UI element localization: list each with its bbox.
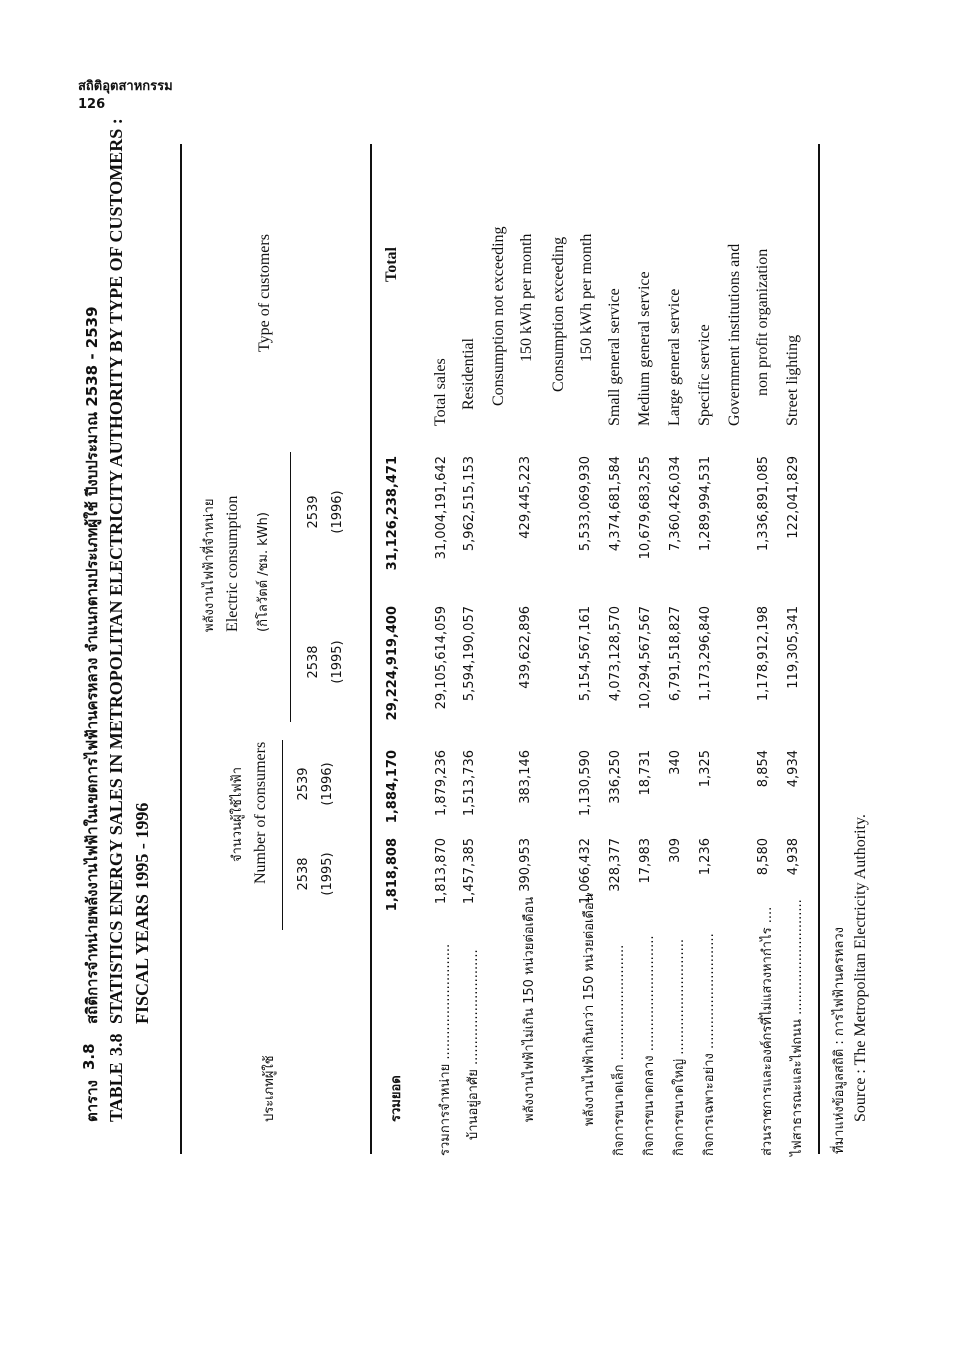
header-consumption-unit: (กิโลวัตต์ /ชม. kWh): [256, 512, 271, 632]
row-label-en: Small general service: [606, 288, 623, 426]
row-e1995: 5,594,190,057: [462, 606, 477, 702]
total-th: รวมยอด: [389, 1075, 404, 1122]
row-c1995: 8,580: [756, 838, 771, 876]
title-en-text: STATISTICS ENERGY SALES IN METROPOLITAN ELECTRICITY AUTHORITY BY TYPE OF CUSTOMERS :: [106, 118, 126, 1024]
row-c1996: 1,513,736: [462, 750, 477, 817]
header-consumption-en: Electric consumption: [224, 495, 241, 632]
header-c1995-ad: (1995): [320, 852, 335, 896]
row-label-en: Street lighting: [784, 334, 801, 426]
section-title: สถิติอุตสาหกรรม: [78, 79, 173, 94]
row-label-th: บ้านอยู่อาศัย ............................: [466, 949, 481, 1140]
title-en-label: TABLE: [106, 1062, 126, 1122]
row-e1996: 4,374,681,584: [608, 456, 623, 552]
row-label-th: ส่วนราชการและองค์กรที่ไม่แสวงหากำไร ....: [760, 906, 775, 1156]
row-e1996: 10,679,683,255: [638, 456, 653, 560]
header-c1996-th: 2539: [296, 767, 311, 801]
consumption-subrule: [290, 452, 291, 722]
total-en: Total: [383, 247, 400, 282]
row-e1995: 439,622,896: [518, 606, 533, 689]
row-label-en-2: non profit organization: [754, 248, 771, 396]
row-c1995: 1,066,432: [578, 838, 593, 905]
row-label-th: พลังงานไฟฟ้าเกินกว่า 150 หน่วยต่อเดือน: [582, 893, 597, 1126]
row-e1995: 6,791,518,827: [668, 606, 683, 702]
source-th: ที่มาแห่งข้อมูลสถิติ : การไฟฟ้านครหลวง: [832, 926, 847, 1154]
header-rule: [370, 144, 372, 1154]
title-en-number: 3.8: [106, 1033, 126, 1056]
row-c1995: 328,377: [608, 838, 623, 892]
row-label-th: พลังงานไฟฟ้าไม่เกิน 150 หน่วยต่อเดือน: [522, 896, 537, 1122]
row-c1995: 390,953: [518, 838, 533, 892]
header-e1996-ad: (1996): [330, 490, 345, 534]
row-c1996: 383,146: [518, 750, 533, 804]
bottom-rule: [818, 144, 820, 1154]
row-label-en: Medium general service: [636, 271, 653, 426]
row-e1995: 29,105,614,059: [434, 606, 449, 710]
row-c1995: 309: [668, 838, 683, 863]
row-c1996: 4,934: [786, 750, 801, 788]
row-c1995: 1,457,385: [462, 838, 477, 905]
row-c1995: 1,236: [698, 838, 713, 876]
row-e1995: 10,294,567,567: [638, 606, 653, 710]
header-type-en: Type of customers: [256, 234, 273, 352]
total-c1995: 1,818,808: [385, 838, 400, 912]
header-consumption-th: พลังงานไฟฟ้าที่จำหน่าย: [202, 498, 217, 632]
row-e1995: 5,154,567,161: [578, 606, 593, 702]
top-rule: [180, 144, 182, 1154]
consumers-subrule: [282, 740, 283, 930]
row-e1996: 1,336,891,085: [756, 456, 771, 552]
header-consumers-en: Number of consumers: [252, 741, 269, 884]
row-label-en-2: 150 kWh per month: [518, 233, 535, 362]
header-e1995-ad: (1995): [330, 640, 345, 684]
row-e1996: 1,289,994,531: [698, 456, 713, 552]
row-label-en: Specific service: [696, 324, 713, 426]
title-th-label: ตาราง: [83, 1080, 101, 1122]
row-c1996: 1,130,590: [578, 750, 593, 817]
row-label-en: Government institutions and: [726, 243, 743, 426]
row-e1996: 5,533,069,930: [578, 456, 593, 552]
total-e1996: 31,126,238,471: [385, 456, 400, 571]
title-th-number: 3.8: [80, 1043, 98, 1070]
row-label-en: Consumption not exceeding: [490, 226, 507, 406]
row-label-th: รวมการจำหน่าย ............................: [438, 943, 453, 1156]
row-c1996: 1,879,236: [434, 750, 449, 817]
row-c1996: 340: [668, 750, 683, 775]
row-label-th: กิจการขนาดกลาง ............................: [642, 935, 657, 1156]
header-type-th: ประเภทผู้ใช้: [262, 1055, 277, 1122]
row-label-th: กิจการขนาดเล็ก ............................: [612, 944, 627, 1156]
header-consumers-th: จำนวนผู้ใช้ไฟฟ้า: [230, 766, 245, 862]
row-c1996: 8,854: [756, 750, 771, 788]
row-label-th: กิจการเฉพาะอย่าง ............................: [702, 933, 717, 1156]
row-label-th: ไฟสาธารณะและไฟถนน ............................: [790, 899, 805, 1156]
header-c1996-ad: (1996): [320, 762, 335, 806]
header-c1995-th: 2538: [296, 857, 311, 891]
title-th-text: สถิติการจำหน่ายพลังงานไฟฟ้าในเขตการไฟฟ้านครหลวง จำแนกตามประเภทผู้ใช้ ปีงบประมาณ 2538 - 2539: [83, 306, 101, 1024]
row-e1996: 122,041,829: [786, 456, 801, 539]
row-e1996: 7,360,426,034: [668, 456, 683, 552]
row-c1996: 18,731: [638, 750, 653, 796]
row-c1995: 4,938: [786, 838, 801, 876]
source-en: Source : The Metropolitan Electricity Authority.: [852, 814, 869, 1122]
row-e1996: 5,962,515,153: [462, 456, 477, 552]
header-e1996-th: 2539: [306, 495, 321, 529]
row-e1995: 1,178,912,198: [756, 606, 771, 702]
row-e1995: 1,173,296,840: [698, 606, 713, 702]
row-label-en-2: 150 kWh per month: [578, 233, 595, 362]
row-label-en: Large general service: [666, 288, 683, 426]
row-c1996: 336,250: [608, 750, 623, 804]
row-c1996: 1,325: [698, 750, 713, 788]
row-label-en: Consumption exceeding: [550, 236, 567, 392]
title-en-text-2: FISCAL YEARS 1995 - 1996: [132, 802, 152, 1024]
page-number: 126: [78, 97, 106, 112]
total-c1996: 1,884,170: [385, 750, 400, 824]
row-c1995: 17,983: [638, 838, 653, 884]
row-c1995: 1,813,870: [434, 838, 449, 905]
row-e1995: 4,073,128,570: [608, 606, 623, 702]
row-e1996: 429,445,223: [518, 456, 533, 539]
row-label-en: Residential: [460, 338, 477, 410]
row-e1995: 119,305,341: [786, 606, 801, 689]
total-e1995: 29,224,919,400: [385, 606, 400, 721]
header-e1995-th: 2538: [306, 645, 321, 679]
row-label-th: กิจการขนาดใหญ่ ............................: [672, 939, 687, 1156]
row-e1996: 31,004,191,642: [434, 456, 449, 560]
row-label-en: Total sales: [432, 358, 449, 426]
